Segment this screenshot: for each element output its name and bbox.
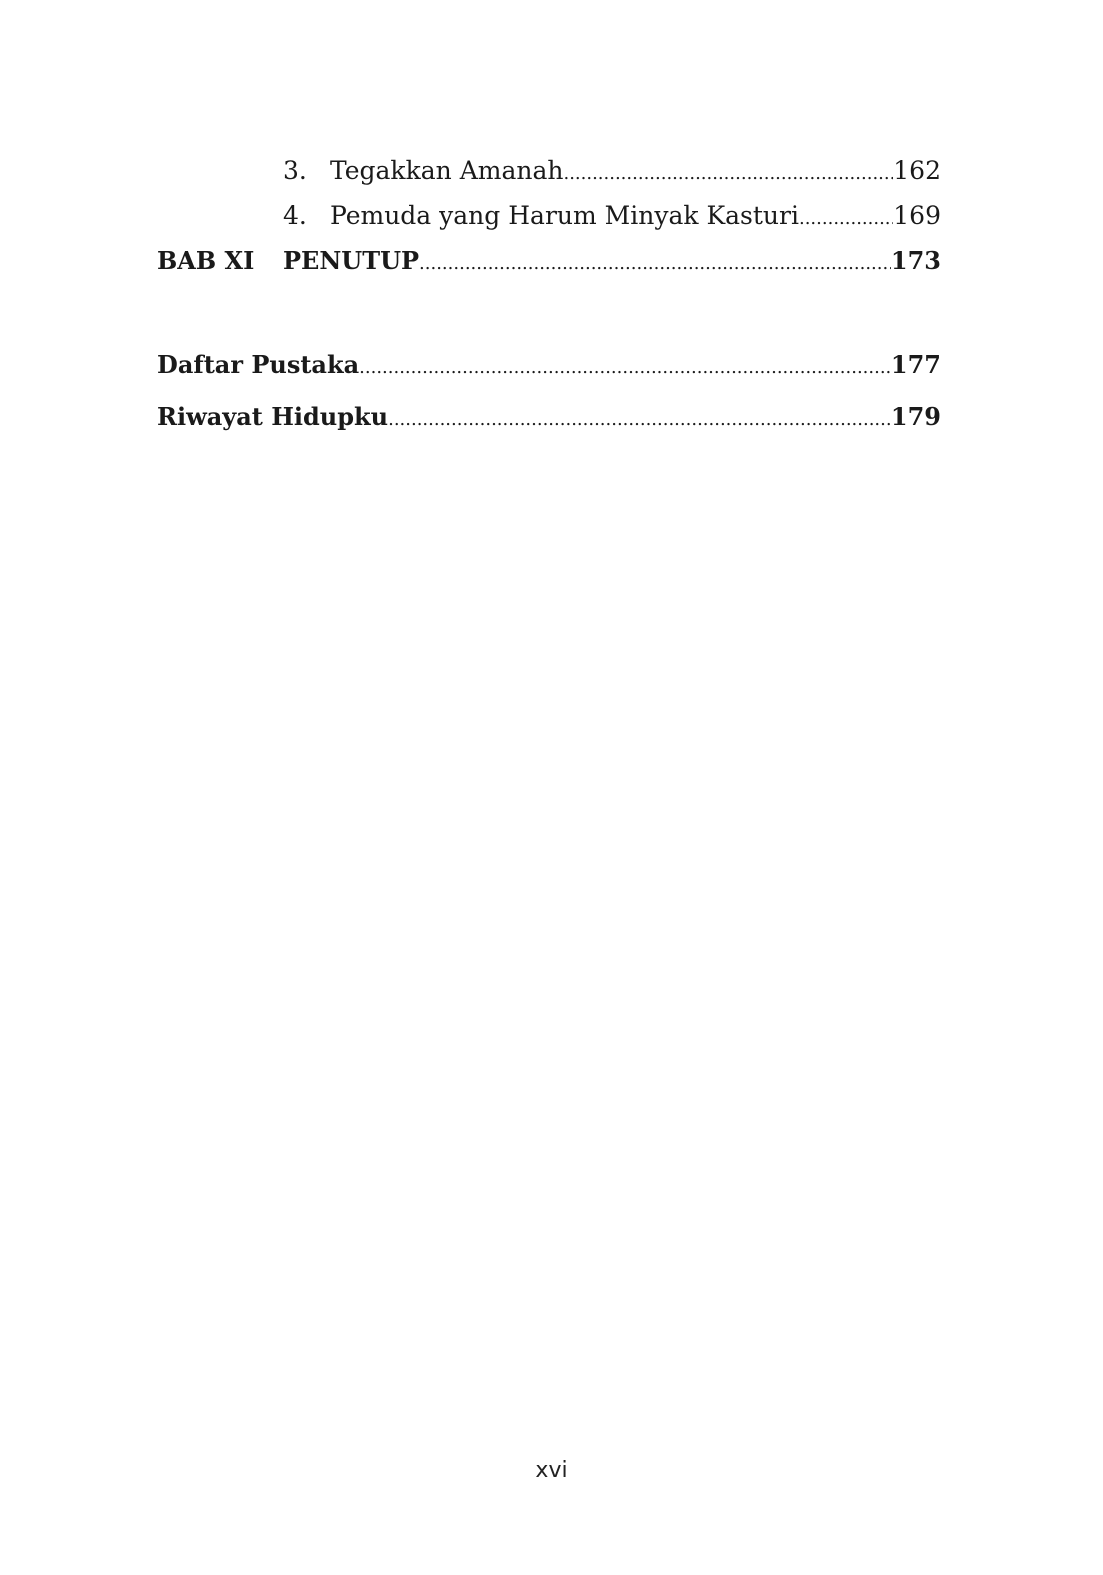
dot-leader [419, 253, 891, 274]
toc-back-matter-entry [157, 402, 941, 436]
toc-back-matter-entry [157, 350, 941, 384]
dot-leader [563, 163, 893, 184]
toc-entry-page: 169 [893, 201, 941, 230]
toc-chapter-entry [157, 246, 941, 280]
chapter-title: PENUTUP [283, 246, 420, 275]
dot-leader [359, 357, 891, 378]
toc-entry-number: 3. [283, 156, 307, 185]
toc-entry-number: 4. [283, 201, 307, 230]
back-matter-title: Riwayat Hidupku [157, 402, 389, 431]
chapter-page: 173 [890, 246, 941, 275]
toc-entry-title: Pemuda yang Harum Minyak Kasturi [330, 201, 799, 230]
toc-entry-page: 162 [893, 156, 941, 185]
toc-entry [157, 156, 941, 190]
back-matter-page: 179 [890, 402, 941, 431]
back-matter-title: Daftar Pustaka [157, 350, 360, 379]
toc-entry [157, 201, 941, 235]
dot-leader [799, 208, 893, 229]
toc-entry-title: Tegakkan Amanah [330, 156, 564, 185]
back-matter-page: 177 [890, 350, 941, 379]
chapter-label: BAB XI [157, 246, 255, 275]
page-number: xvi [535, 1458, 568, 1483]
dot-leader [388, 409, 891, 430]
